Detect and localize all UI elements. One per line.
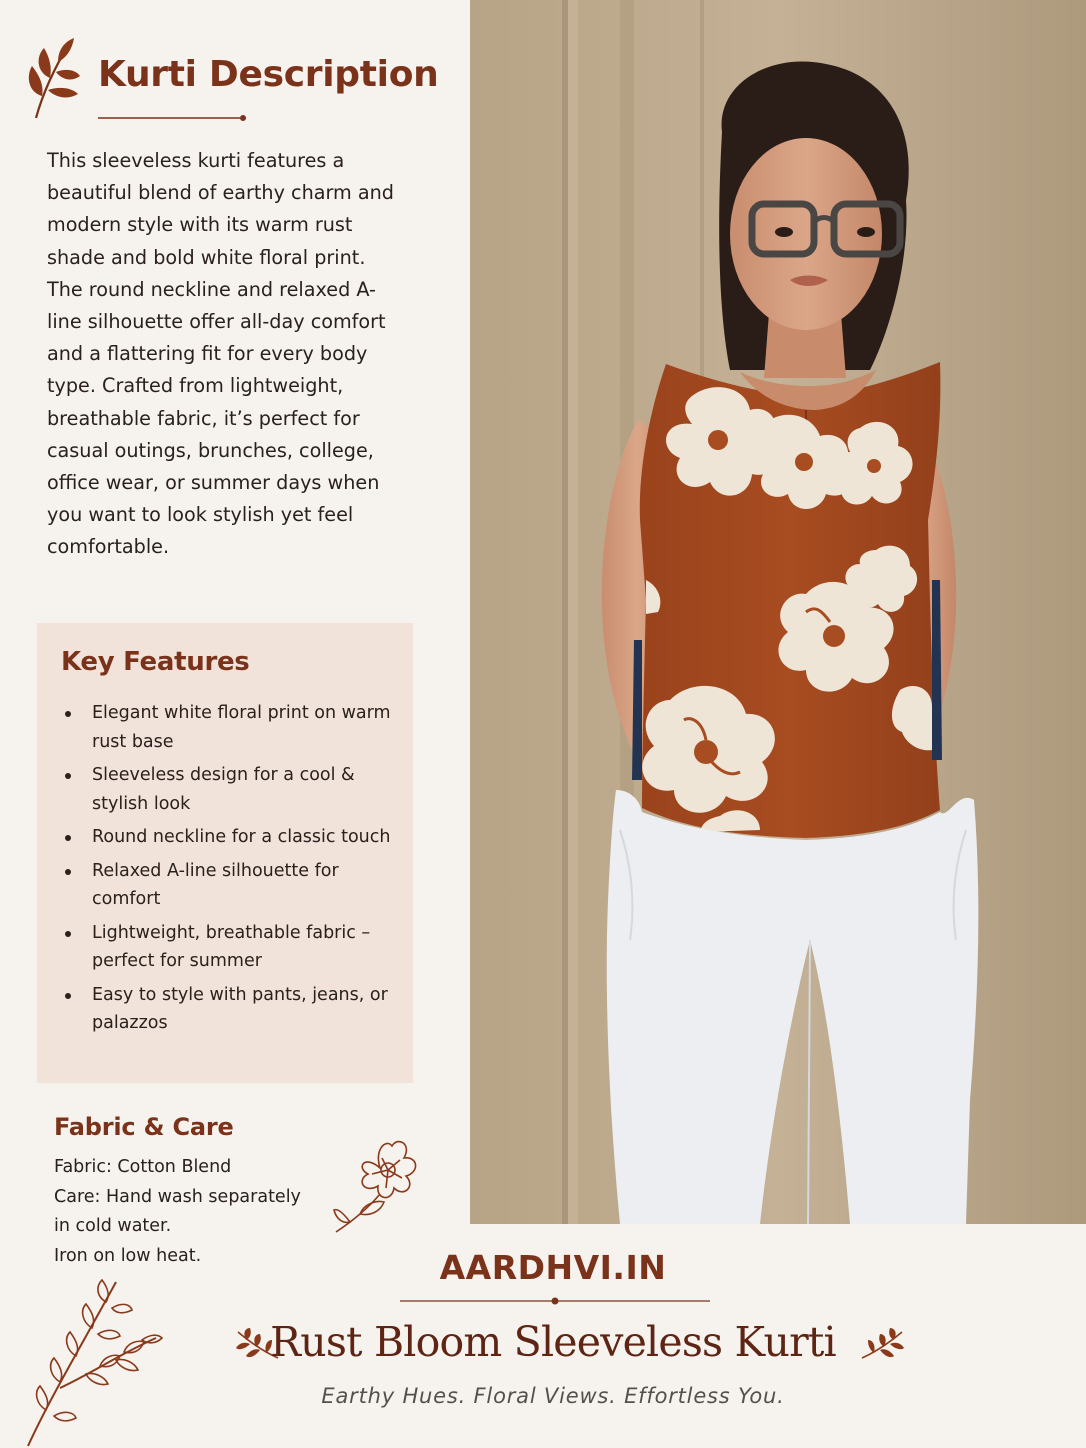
- list-item: Relaxed A-line silhouette for comfort: [61, 857, 401, 914]
- key-features-list: [61, 699, 401, 1043]
- list-item: Sleeveless design for a cool & stylish look: [61, 761, 401, 818]
- description-title: Kurti Description: [98, 54, 439, 95]
- fabric-care-line: in cold water.: [54, 1216, 172, 1236]
- fabric-care-line: Fabric: Cotton Blend: [54, 1157, 232, 1177]
- product-name: Rust Bloom Sleeveless Kurti: [270, 1318, 836, 1366]
- footer: [200, 1234, 906, 1444]
- branch-sprig-icon: [20, 1278, 165, 1448]
- fabric-care-line: Iron on low heat.: [54, 1245, 202, 1266]
- list-item: Elegant white floral print on warm rust base: [61, 699, 401, 756]
- product-photo: [470, 0, 1086, 1224]
- laurel-leaf-icon: [860, 1328, 906, 1362]
- description-text: This sleeveless kurti features a beautiful blend of earthy charm and modern style with its warm rust shade and bold white floral print. The round neckline and relaxed A-line silhouette offer all-day comfort and a flattering fit for every body type. Crafted from lightweight, breathable fabric, it’s perfect for casual outings, brunches, college, office wear, or summer days when you want to look stylish yet feel comfortable.: [47, 149, 394, 559]
- tagline: Earthy Hues. Floral Views. Effortless You.: [321, 1384, 785, 1408]
- brand-name: AARDHVI.IN: [439, 1248, 667, 1287]
- model-wearing-kurti-image: [470, 0, 1086, 1224]
- key-features-card: [37, 623, 413, 1083]
- list-item: Lightweight, breathable fabric – perfect for summer: [61, 919, 401, 976]
- leaf-sprig-icon: [28, 36, 80, 120]
- title-divider: [98, 114, 248, 122]
- description-header: [28, 36, 448, 126]
- left-column: [0, 0, 470, 1266]
- fabric-care-title: Fabric & Care: [54, 1113, 234, 1141]
- brand-divider: [400, 1296, 710, 1306]
- fabric-care-line: Care: Hand wash separately: [54, 1186, 301, 1207]
- list-item: Round neckline for a classic touch: [61, 823, 401, 852]
- list-item: Easy to style with pants, jeans, or palazzos: [61, 981, 401, 1038]
- flower-outline-icon: [330, 1128, 422, 1236]
- key-features-title: Key Features: [61, 647, 250, 677]
